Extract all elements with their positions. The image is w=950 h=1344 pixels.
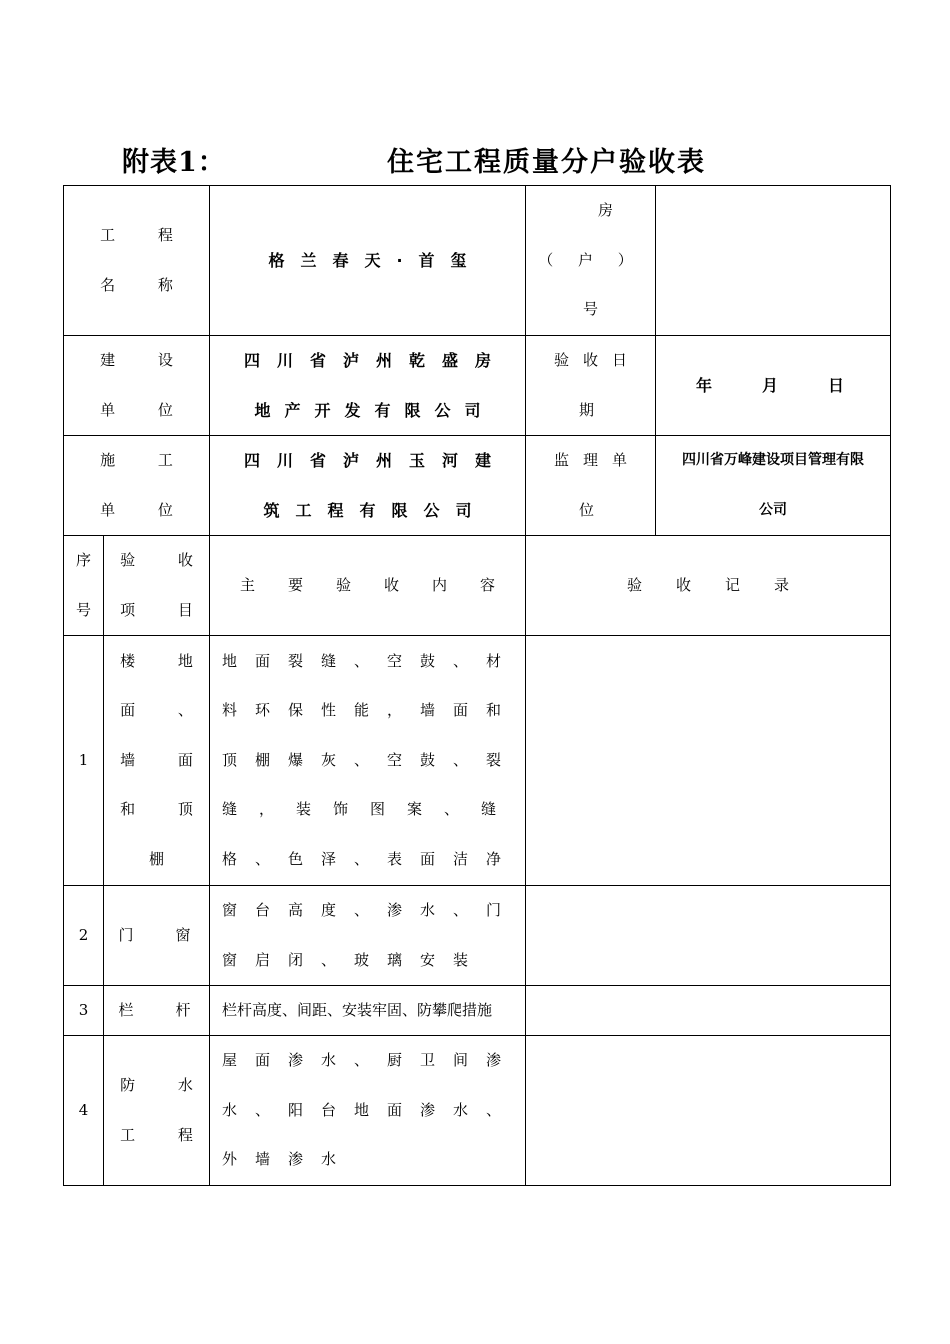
project-name-value: 格兰春天·首玺 — [268, 250, 483, 270]
row-4-item: 防 水 工 程 — [120, 1076, 212, 1144]
row-1-content: 地面裂缝、空鼓、材 料环保性能，墙面和 顶棚爆灰、空鼓、裂 缝，装饰图案、缝 格、色泽、表面洁净 — [222, 651, 520, 868]
row-3-record[interactable] — [526, 986, 890, 1035]
builder-label: 建 设 单 位 — [100, 351, 192, 419]
supervisor-label: 监理单 位 — [553, 451, 641, 519]
row-1-seq: 1 — [78, 750, 89, 769]
constructor-label: 施 工 单 位 — [100, 451, 192, 519]
row-3-seq: 3 — [78, 1000, 89, 1019]
supervisor-value: 四川省万峰建设项目管理有限 公司 — [682, 452, 864, 518]
row-4-seq: 4 — [78, 1100, 89, 1119]
appendix-label: 附表1： — [122, 147, 226, 178]
row-4-record[interactable] — [526, 1036, 890, 1185]
row-3-content: 栏杆高度、间距、安装牢固、防攀爬措施 — [222, 1000, 493, 1019]
row-1-record[interactable] — [526, 636, 890, 885]
row-3-item: 栏 杆 — [118, 1000, 195, 1019]
builder-value: 四川省泸州乾盛房 地产开发有限公司 — [243, 351, 508, 420]
row-2-seq: 2 — [78, 925, 89, 944]
row-2-item: 门 窗 — [118, 925, 195, 944]
row-2-content: 窗台高度、渗水、门 窗启闭、玻璃安装 — [222, 901, 520, 969]
project-name-label: 工 程 名 称 — [100, 226, 192, 294]
column-header-seq: 序 号 — [75, 551, 91, 619]
row-2-record[interactable] — [526, 886, 890, 985]
column-header-record: 验收记录 — [626, 575, 823, 594]
room-value — [656, 186, 890, 335]
column-header-item: 验 收 项 目 — [120, 551, 212, 619]
column-header-content: 主要验收内容 — [240, 575, 529, 594]
page-title: 住宅工程质量分户验收表 — [387, 147, 706, 178]
row-1-item: 楼 地 面 、 墙 面 和 顶 棚 — [120, 651, 212, 868]
date-label: 验收日 期 — [553, 351, 641, 419]
constructor-value: 四川省泸州玉河建 筑工程有限公司 — [243, 451, 508, 520]
date-value: 年 月 日 — [695, 375, 850, 395]
room-label: 房 （ 户 ） 号 — [538, 201, 643, 319]
row-4-content: 屋面渗水、厨卫间渗 水、阳台地面渗水、 外墙渗水 — [222, 1051, 520, 1169]
